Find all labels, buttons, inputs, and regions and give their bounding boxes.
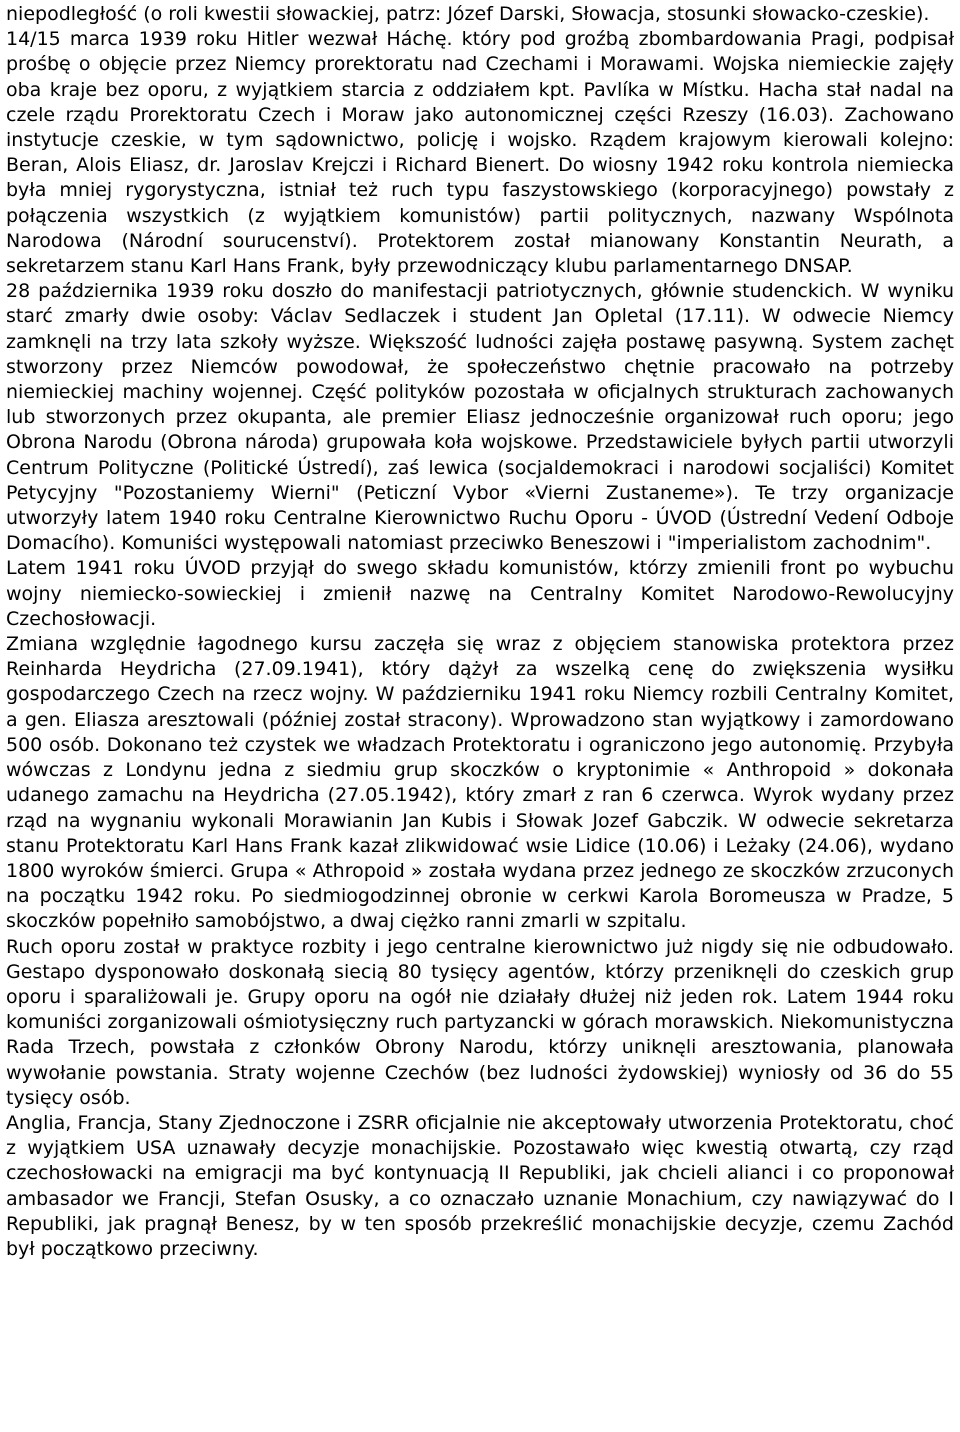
- paragraph-heydrich: Zmiana względnie łagodnego kursu zaczęła się wraz z objęciem stanowiska protektora przez Reinharda Heydricha (27.09.1941), który dążył za wszelką cenę do zwiększenia wysiłku gospodarczego Czech na rzecz wojny. W październiku 1941 roku Niemcy rozbili Centralny Komitet, a gen. Eliasza aresztowali (później został stracony). Wprowadzono stan wyjątkowy i zamordowano 500 osób. Dokonano też czystek we władzach Protektoratu i ograniczono jego autonomię. Przybyła wówczas z Londynu jedna z siedmiu grup skoczków o kryptonimie « Anthropoid » dokonała udanego zamachu na Heydricha (27.05.1942), który zmarł z ran 6 czerwca. Wyrok wydany przez rząd na wygnaniu wykonali Morawianin Jan Kubis i Słowak Jozef Gabczik. W odwecie sekretarza stanu Protektoratu Karl Hans Frank kazał zlikwidować wsie Lidice (10.06) i Leżaky (24.06), wydano 1800 wyroków śmierci. Grupa « Athropoid » została wydana przez jednego ze skoczków zrzuconych na początku 1942 roku. Po siedmiogodzinnej obronie w cerkwi Karola Boromeusza w Pradze, 5 skoczków popełniło samobójstwo, a dwaj ciężko ranni zmarli w szpitalu.: [6, 633, 954, 933]
- paragraph-protectorate-establishment: 14/15 marca 1939 roku Hitler wezwał Háchę. który pod groźbą zbombardowania Pragi, podpisał prośbę o objęcie przez Niemcy prorektoratu nad Czechami i Morawami. Wojska niemieckie zajęły oba kraje bez oporu, z wyjątkiem starcia z oddziałem kpt. Pavlíka w Místku. Hacha stał nadal na czele rządu Prorektoratu Czech i Moraw jako autonomicznej części Rzeszy (16.03). Zachowano instytucje czeskie, w tym sądownictwo, policję i wojsko. Rządem krajowym kierowali kolejno: Beran, Alois Eliasz, dr. Jaroslav Krejczi i Richard Bienert. Do wiosny 1942 roku kontrola niemiecka była mniej rygorystyczna, istniał też ruch typu faszystowskiego (korporacyjnego) powstały z połączenia wszystkich (z wyjątkiem komunistów) partii politycznych, nazwany Wspólnota Narodowa (Národní sourucenství). Protektorem został mianowany Konstantin Neurath, a sekretarzem stanu Karl Hans Frank, były przewodniczący klubu parlamentarnego DNSAP.: [6, 28, 954, 278]
- paragraph-allied-recognition: Anglia, Francja, Stany Zjednoczone i ZSRR oficjalnie nie akceptowały utworzenia Protektoratu, choć z wyjątkiem USA uznawały decyzje monachijskie. Pozostawało więc kwestią otwartą, czy rząd czechosłowacki na emigracji ma być kontynuacją II Republiki, jak chcieli alianci i co proponował ambasador we Francji, Stefan Osusky, a co oznaczało uznanie Monachium, czy nawiązywać do I Republiki, jak pragnął Benesz, by w ten sposób przekreślić monachijskie decyzje, czemu Zachód był początkowo przeciwny.: [6, 1111, 954, 1260]
- paragraph-slovak-independence: niepodległość (o roli kwestii słowackiej, patrz: Józef Darski, Słowacja, stosunki słowacko-czeskie).: [6, 3, 930, 25]
- document-body: [6, 2, 954, 1262]
- paragraph-uvod-communists: Latem 1941 roku ÚVOD przyjął do swego składu komunistów, którzy zmienili front po wybuchu wojny niemiecko-sowieckiej i zmienił nazwę na Centralny Komitet Narodowo-Rewolucyjny Czechosłowacji.: [6, 557, 954, 630]
- paragraph-resistance-broken: Ruch oporu został w praktyce rozbity i jego centralne kierownictwo już nigdy się nie odbudowało. Gestapo dysponowało doskonałą siecią 80 tysięcy agentów, którzy przeniknęli do czeskich grup oporu i sparaliżowali je. Grupy oporu na ogół nie działały dłużej niż jeden rok. Latem 1944 roku komuniści zorganizowali ośmiotysięczny ruch partyzancki w górach morawskich. Niekomunistyczna Rada Trzech, powstała z członków Obrony Narodu, którzy uniknęli aresztowania, planowała wywołanie powstania. Straty wojenne Czechów (bez ludności żydowskiej) wyniosły od 36 do 55 tysięcy osób.: [6, 935, 954, 1109]
- paragraph-student-demonstrations: 28 października 1939 roku doszło do manifestacji patriotycznych, głównie studenckich. W wyniku starć zmarły dwie osoby: Václav Sedlaczek i student Jan Opletal (17.11). W odwecie Niemcy zamknęli na trzy lata szkoły wyższe. Większość ludności zajęła postawę pasywną. System zachęt stworzony przez Niemców powodował, że społeczeństwo chętnie pracowało na potrzeby niemieckiej machiny wojennej. Część polityków pozostała w oficjalnych strukturach zachowanych lub stworzonych przez okupanta, ale premier Eliasz jednocześnie organizował ruch oporu; jego Obrona Narodu (Obrona národa) grupowała koła wojskowe. Przedstawiciele byłych partii utworzyli Centrum Polityczne (Politické Ústredí), zaś lewica (socjaldemokraci i narodowi socjaliści) Komitet Petycyjny "Pozostaniemy Wierni" (Peticzní Vybor «Vierni Zustaneme»). Te trzy organizacje utworzyły latem 1940 roku Centralne Kierownictwo Ruchu Oporu - ÚVOD (Ústrední Vedení Odboje Domacího). Komuniści występowali natomiast przeciwko Beneszowi i "imperialistom zachodnim".: [6, 280, 954, 555]
